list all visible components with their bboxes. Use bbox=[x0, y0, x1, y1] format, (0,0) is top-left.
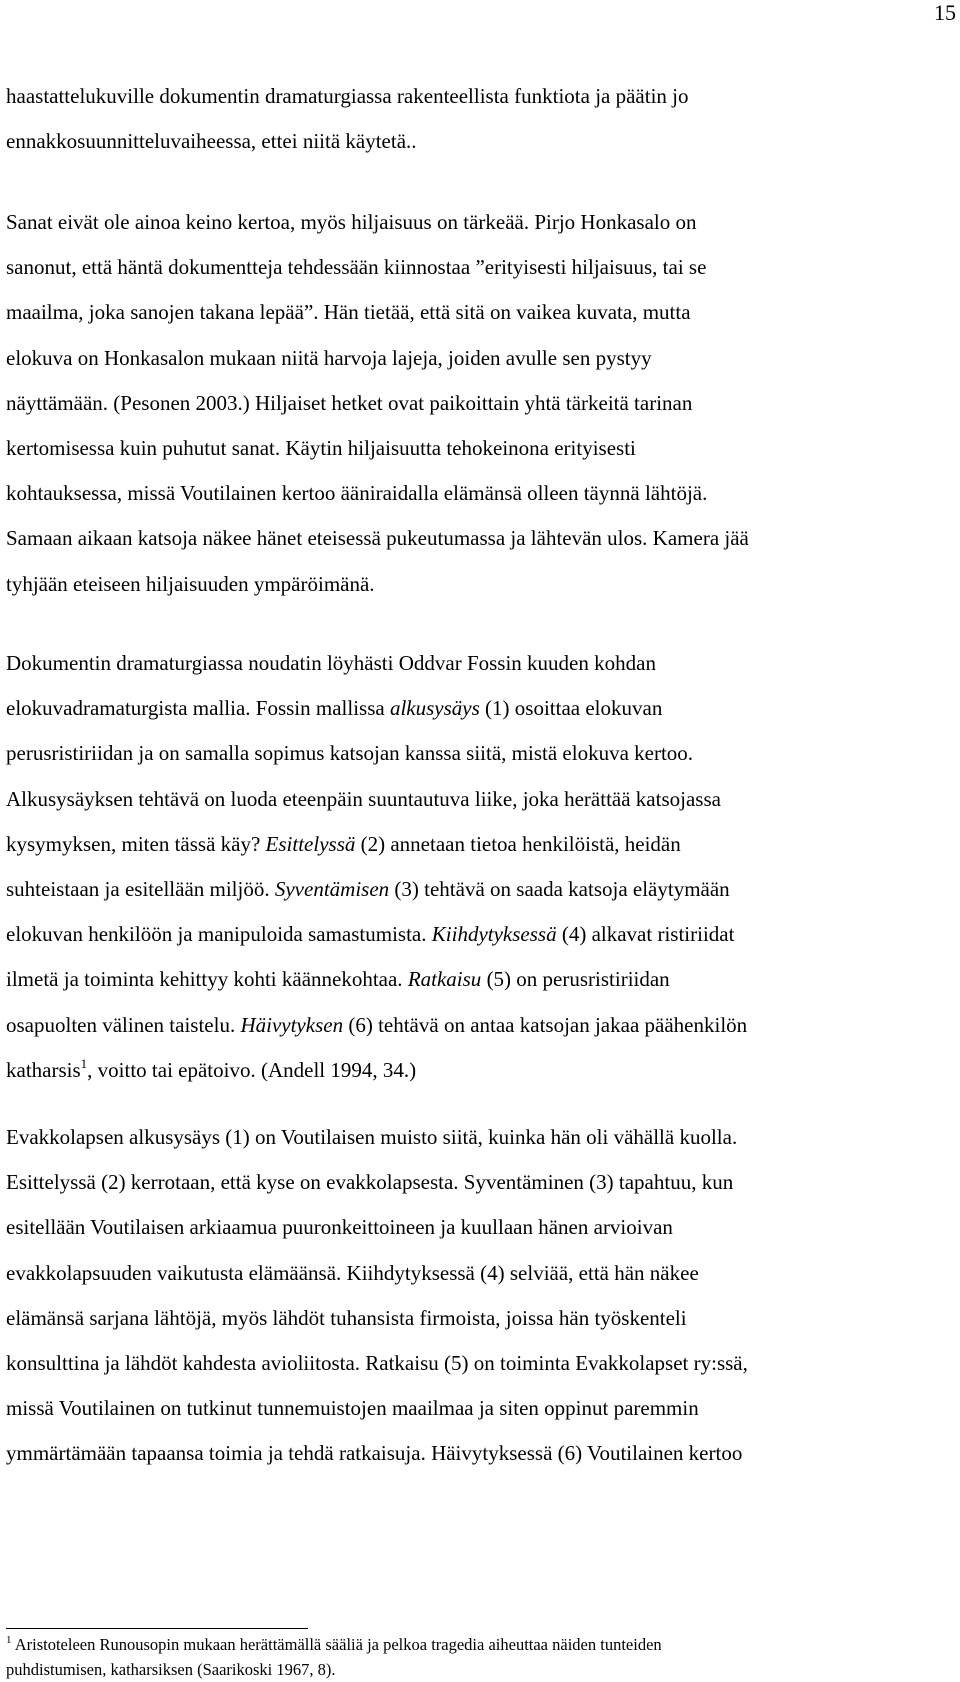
paragraph-4 bbox=[6, 1115, 936, 1477]
text-line bbox=[6, 1048, 936, 1093]
text-line: Samaan aikaan katsoja näkee hänet eteisessä pukeutumassa ja lähtevän ulos. Kamera jää bbox=[6, 526, 749, 551]
text-line: kertomisessa kuin puhutut sanat. Käytin hiljaisuutta tehokeinona erityisesti bbox=[6, 436, 636, 461]
term-syventamisen: Syventämisen bbox=[274, 877, 390, 902]
page-number: 15 bbox=[934, 0, 956, 25]
text-fragment: (4) alkavat ristiriidat bbox=[556, 922, 735, 947]
footnote-number: 1 bbox=[6, 1634, 12, 1646]
text-fragment: elokuvan henkilöön ja manipuloida samastumista. bbox=[6, 922, 432, 947]
paragraph-1 bbox=[6, 74, 936, 164]
text-line: ennakkosuunnitteluvaiheessa, ettei niitä käytetä.. bbox=[6, 129, 417, 154]
text-line: Esittelyssä (2) kerrotaan, että kyse on evakkolapsesta. Syventäminen (3) tapahtuu, kun bbox=[6, 1170, 734, 1195]
text-fragment: (6) tehtävä on antaa katsojan jakaa päähenkilön bbox=[343, 1012, 748, 1037]
text-line: evakkolapsuuden vaikutusta elämäänsä. Kiihdytyksessä (4) selviää, että hän näkee bbox=[6, 1260, 699, 1285]
term-kiihdytyksessa: Kiihdytyksessä bbox=[431, 922, 557, 947]
text-line: konsulttina ja lähdöt kahdesta avioliitosta. Ratkaisu (5) on toiminta Evakkolapset ry:ssä, bbox=[6, 1351, 748, 1376]
text-fragment: (5) on perusristiriidan bbox=[481, 967, 670, 992]
paragraph-3 bbox=[6, 641, 936, 1093]
text-line bbox=[6, 686, 936, 731]
text-line: haastattelukuville dokumentin dramaturgiassa rakenteellista funktiota ja päätin jo bbox=[6, 84, 689, 108]
text-fragment: suhteistaan ja esitellään miljöö. bbox=[6, 877, 275, 902]
footnote-line: puhdistumisen, katharsiksen (Saarikoski 1967, 8). bbox=[6, 1660, 336, 1679]
text-line: perusristiriidan ja on samalla sopimus katsojan kanssa siitä, mistä elokuva kertoo. bbox=[6, 741, 694, 766]
text-line: tyhjään eteiseen hiljaisuuden ympäröimänä. bbox=[6, 571, 375, 596]
footnote-line bbox=[6, 1632, 936, 1657]
text-line: Dokumentin dramaturgiassa noudatin löyhästi Oddvar Fossin kuuden kohdan bbox=[6, 651, 656, 675]
text-line: ymmärtämään tapaansa toimia ja tehdä ratkaisuja. Häivytyksessä (6) Voutilainen kertoo bbox=[6, 1441, 743, 1466]
text-line: missä Voutilainen on tutkinut tunnemuistojen maailmaa ja siten oppinut paremmin bbox=[6, 1396, 699, 1421]
text-line: elämänsä sarjana lähtöjä, myös lähdöt tuhansista firmoista, joissa hän työskenteli bbox=[6, 1305, 687, 1330]
footnote-text: Aristoteleen Runousopin mukaan herättämällä sääliä ja pelkoa tragedia aiheuttaa näiden tunteiden bbox=[11, 1635, 662, 1654]
footnote-divider bbox=[6, 1628, 308, 1629]
text-line: esitellään Voutilaisen arkiaamua puuronkeittoineen ja kuullaan hänen arvioivan bbox=[6, 1215, 673, 1240]
footnote-reference: 1 bbox=[80, 1055, 88, 1071]
text-line bbox=[6, 867, 936, 912]
text-fragment: (2) annetaan tietoa henkilöistä, heidän bbox=[355, 831, 681, 856]
term-esittelyssa: Esittelyssä bbox=[265, 831, 356, 856]
paragraph-2 bbox=[6, 200, 936, 607]
term-alkusysays: alkusysäys bbox=[389, 696, 480, 721]
text-fragment: (1) osoittaa elokuvan bbox=[479, 696, 663, 721]
text-line: elokuva on Honkasalon mukaan niitä harvoja lajeja, joiden avulle sen pystyy bbox=[6, 345, 652, 370]
text-line: maailma, joka sanojen takana lepää”. Hän tietää, että sitä on vaikea kuvata, mutta bbox=[6, 300, 691, 325]
text-line: Sanat eivät ole ainoa keino kertoa, myös hiljaisuus on tärkeää. Pirjo Honkasalo on bbox=[6, 210, 697, 234]
text-line: Alkusysäyksen tehtävä on luoda eteenpäin suuntautuva liike, joka herättää katsojassa bbox=[6, 786, 721, 811]
text-line bbox=[6, 957, 936, 1002]
text-line: näyttämään. (Pesonen 2003.) Hiljaiset hetket ovat paikoittain yhtä tärkeitä tarinan bbox=[6, 390, 693, 415]
text-line: sanonut, että häntä dokumentteja tehdessään kiinnostaa ”erityisesti hiljaisuus, tai se bbox=[6, 255, 707, 280]
text-fragment: osapuolten välinen taistelu. bbox=[6, 1012, 241, 1037]
text-line: kohtauksessa, missä Voutilainen kertoo ääniraidalla elämänsä olleen täynnä lähtöjä. bbox=[6, 481, 708, 506]
text-line: Evakkolapsen alkusysäys (1) on Voutilaisen muisto siitä, kuinka hän oli vähällä kuolla. bbox=[6, 1125, 738, 1149]
text-fragment: ilmetä ja toiminta kehittyy kohti käännekohtaa. bbox=[6, 967, 408, 992]
text-fragment: katharsis bbox=[6, 1057, 81, 1082]
text-fragment: elokuvadramaturgista mallia. Fossin mallissa bbox=[6, 696, 390, 721]
footnote bbox=[6, 1632, 936, 1682]
text-line bbox=[6, 822, 936, 867]
term-ratkaisu: Ratkaisu bbox=[407, 967, 482, 992]
text-fragment: kysymyksen, miten tässä käy? bbox=[6, 831, 266, 856]
text-fragment: , voitto tai epätoivo. (Andell 1994, 34.) bbox=[87, 1057, 417, 1082]
text-line bbox=[6, 912, 936, 957]
term-haivytyksen: Häivytyksen bbox=[240, 1012, 344, 1037]
text-fragment: (3) tehtävä on saada katsoja eläytymään bbox=[389, 877, 730, 902]
text-line bbox=[6, 1003, 936, 1048]
